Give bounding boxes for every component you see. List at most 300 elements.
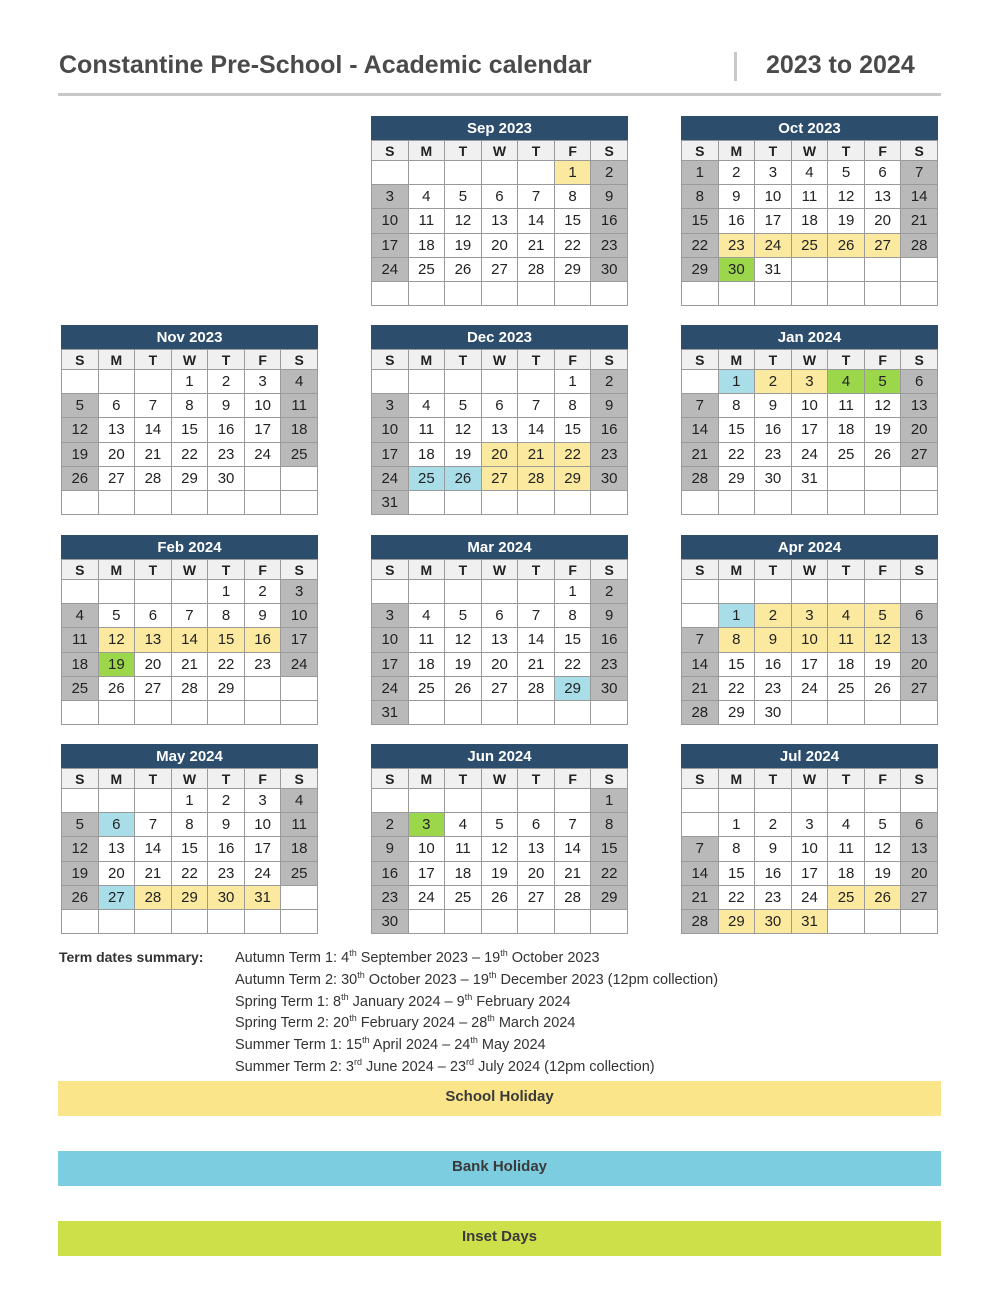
calendar-day: 11 <box>408 418 445 442</box>
weekday-header: W <box>481 560 518 580</box>
calendar-day: 21 <box>518 233 555 257</box>
calendar-day: 17 <box>372 233 409 257</box>
calendar-day: 2 <box>755 604 792 628</box>
calendar-day: 3 <box>791 604 828 628</box>
calendar-day: 12 <box>445 418 482 442</box>
calendar-day: 21 <box>171 652 208 676</box>
calendar-day: 17 <box>372 442 409 466</box>
weekday-header: W <box>171 560 208 580</box>
calendar-day: 22 <box>554 652 591 676</box>
calendar-day: 2 <box>591 370 628 394</box>
term-date: Spring Term 2: 20th February 2024 – 28th March 2024 <box>235 1013 576 1032</box>
calendar-day: 27 <box>481 676 518 700</box>
calendar-day: 19 <box>481 861 518 885</box>
calendar-day: 14 <box>682 861 719 885</box>
weekday-header: S <box>372 769 409 789</box>
empty-cell <box>828 700 865 724</box>
calendar-day: 7 <box>135 394 172 418</box>
calendar-day: 30 <box>208 466 245 490</box>
header-rule <box>58 93 941 96</box>
calendar-day: 12 <box>445 628 482 652</box>
empty-cell <box>408 700 445 724</box>
calendar-day: 24 <box>408 885 445 909</box>
calendar-day: 5 <box>62 813 99 837</box>
month-calendar <box>681 325 938 515</box>
empty-cell <box>445 909 482 933</box>
empty-cell <box>718 281 755 305</box>
empty-cell <box>135 370 172 394</box>
calendar-day: 25 <box>62 676 99 700</box>
calendar-day: 16 <box>208 837 245 861</box>
calendar-day: 6 <box>98 394 135 418</box>
calendar-day: 4 <box>828 604 865 628</box>
month-calendar <box>371 116 628 306</box>
calendar-day: 31 <box>791 909 828 933</box>
empty-cell <box>718 580 755 604</box>
calendar-day: 15 <box>718 861 755 885</box>
empty-cell <box>481 281 518 305</box>
month-grid <box>61 768 318 934</box>
weekday-header: W <box>481 350 518 370</box>
weekday-header: T <box>755 560 792 580</box>
calendar-day: 21 <box>682 885 719 909</box>
month-title: Sep 2023 <box>371 116 628 140</box>
calendar-day: 30 <box>591 676 628 700</box>
calendar-day: 7 <box>171 604 208 628</box>
empty-cell <box>98 909 135 933</box>
empty-cell <box>864 580 901 604</box>
empty-cell <box>901 789 938 813</box>
empty-cell <box>682 580 719 604</box>
calendar-day: 18 <box>408 442 445 466</box>
calendar-day: 9 <box>208 394 245 418</box>
calendar-day: 29 <box>208 676 245 700</box>
empty-cell <box>98 490 135 514</box>
calendar-day: 6 <box>901 370 938 394</box>
weekday-header: T <box>755 141 792 161</box>
calendar-day: 5 <box>98 604 135 628</box>
calendar-day: 27 <box>481 257 518 281</box>
empty-cell <box>135 789 172 813</box>
calendar-day: 6 <box>518 813 555 837</box>
empty-cell <box>408 789 445 813</box>
empty-cell <box>445 161 482 185</box>
calendar-day: 19 <box>864 861 901 885</box>
calendar-day: 20 <box>98 442 135 466</box>
term-date: Summer Term 2: 3rd June 2024 – 23rd July 2024 (12pm collection) <box>235 1057 655 1075</box>
calendar-day: 15 <box>208 628 245 652</box>
calendar-day: 16 <box>591 209 628 233</box>
calendar-day: 28 <box>901 233 938 257</box>
empty-cell <box>518 161 555 185</box>
calendar-day: 29 <box>171 466 208 490</box>
empty-cell <box>828 281 865 305</box>
calendar-day: 3 <box>281 580 318 604</box>
weekday-header: T <box>755 350 792 370</box>
empty-cell <box>98 580 135 604</box>
weekday-header: S <box>591 769 628 789</box>
empty-cell <box>445 700 482 724</box>
calendar-day: 23 <box>208 442 245 466</box>
calendar-day: 11 <box>281 394 318 418</box>
calendar-day: 4 <box>408 394 445 418</box>
calendar-day: 23 <box>591 233 628 257</box>
calendar-day: 22 <box>718 676 755 700</box>
calendar-day: 14 <box>135 837 172 861</box>
calendar-day: 29 <box>554 676 591 700</box>
calendar-day: 16 <box>591 418 628 442</box>
empty-cell <box>791 257 828 281</box>
weekday-header: F <box>864 560 901 580</box>
calendar-day: 4 <box>828 813 865 837</box>
calendar-day: 22 <box>682 233 719 257</box>
calendar-day: 29 <box>718 909 755 933</box>
empty-cell <box>408 580 445 604</box>
empty-cell <box>481 370 518 394</box>
empty-cell <box>682 813 719 837</box>
calendar-day: 18 <box>791 209 828 233</box>
empty-cell <box>135 580 172 604</box>
calendar-day: 4 <box>791 161 828 185</box>
calendar-day: 1 <box>171 370 208 394</box>
calendar-day: 7 <box>682 628 719 652</box>
calendar-day: 6 <box>481 394 518 418</box>
calendar-day: 26 <box>62 885 99 909</box>
calendar-day: 17 <box>791 652 828 676</box>
calendar-day: 18 <box>281 418 318 442</box>
calendar-day: 12 <box>481 837 518 861</box>
calendar-day: 5 <box>445 604 482 628</box>
empty-cell <box>408 370 445 394</box>
weekday-header: S <box>591 141 628 161</box>
empty-cell <box>518 700 555 724</box>
calendar-day: 9 <box>244 604 281 628</box>
calendar-day: 22 <box>171 442 208 466</box>
weekday-header: T <box>445 769 482 789</box>
weekday-header: S <box>62 769 99 789</box>
calendar-day: 13 <box>481 628 518 652</box>
calendar-day: 1 <box>208 580 245 604</box>
empty-cell <box>98 370 135 394</box>
empty-cell <box>372 370 409 394</box>
calendar-day: 10 <box>791 837 828 861</box>
month-calendar <box>681 535 938 725</box>
weekday-header: T <box>208 769 245 789</box>
calendar-day: 28 <box>682 700 719 724</box>
empty-cell <box>481 700 518 724</box>
calendar-day: 19 <box>864 652 901 676</box>
empty-cell <box>901 700 938 724</box>
calendar-day: 19 <box>445 652 482 676</box>
weekday-header: T <box>135 769 172 789</box>
empty-cell <box>62 909 99 933</box>
calendar-day: 6 <box>864 161 901 185</box>
calendar-day: 30 <box>755 700 792 724</box>
calendar-day: 14 <box>901 185 938 209</box>
legend-bank-holiday: Bank Holiday <box>58 1151 941 1186</box>
calendar-day: 16 <box>718 209 755 233</box>
calendar-day: 8 <box>171 813 208 837</box>
empty-cell <box>901 909 938 933</box>
calendar-day: 16 <box>208 418 245 442</box>
calendar-day: 22 <box>208 652 245 676</box>
month-title: Dec 2023 <box>371 325 628 349</box>
month-calendar <box>61 325 318 515</box>
empty-cell <box>281 909 318 933</box>
calendar-day: 17 <box>791 861 828 885</box>
calendar-day: 20 <box>901 861 938 885</box>
empty-cell <box>244 909 281 933</box>
term-dates-label: Term dates summary: <box>59 949 204 965</box>
calendar-day: 20 <box>901 652 938 676</box>
calendar-day: 7 <box>682 394 719 418</box>
calendar-day: 14 <box>518 418 555 442</box>
weekday-header: T <box>828 350 865 370</box>
calendar-day: 21 <box>682 676 719 700</box>
empty-cell <box>408 161 445 185</box>
weekday-header: T <box>828 141 865 161</box>
calendar-day: 13 <box>135 628 172 652</box>
empty-cell <box>135 700 172 724</box>
calendar-day: 29 <box>554 466 591 490</box>
empty-cell <box>791 580 828 604</box>
calendar-day: 29 <box>171 885 208 909</box>
weekday-header: S <box>281 769 318 789</box>
empty-cell <box>171 490 208 514</box>
calendar-day: 6 <box>135 604 172 628</box>
calendar-day: 16 <box>755 861 792 885</box>
header-divider <box>734 52 737 81</box>
calendar-day: 23 <box>755 885 792 909</box>
calendar-day: 15 <box>171 837 208 861</box>
empty-cell <box>98 789 135 813</box>
calendar-day: 21 <box>135 442 172 466</box>
calendar-day: 1 <box>718 813 755 837</box>
empty-cell <box>445 370 482 394</box>
empty-cell <box>901 580 938 604</box>
calendar-day: 22 <box>554 442 591 466</box>
calendar-day: 1 <box>171 789 208 813</box>
empty-cell <box>828 909 865 933</box>
empty-cell <box>62 789 99 813</box>
month-calendar <box>371 744 628 934</box>
empty-cell <box>481 161 518 185</box>
calendar-day: 18 <box>408 233 445 257</box>
month-grid <box>681 349 938 515</box>
calendar-day: 19 <box>98 652 135 676</box>
calendar-day: 29 <box>682 257 719 281</box>
calendar-day: 8 <box>208 604 245 628</box>
weekday-header: F <box>864 350 901 370</box>
weekday-header: M <box>718 141 755 161</box>
calendar-day: 15 <box>554 418 591 442</box>
empty-cell <box>208 490 245 514</box>
empty-cell <box>864 257 901 281</box>
calendar-day: 29 <box>554 257 591 281</box>
calendar-day: 8 <box>718 837 755 861</box>
calendar-day: 25 <box>281 861 318 885</box>
calendar-day: 16 <box>591 628 628 652</box>
calendar-day: 9 <box>591 604 628 628</box>
calendar-day: 28 <box>682 466 719 490</box>
empty-cell <box>135 909 172 933</box>
empty-cell <box>755 789 792 813</box>
empty-cell <box>408 490 445 514</box>
calendar-day: 3 <box>372 185 409 209</box>
calendar-day: 30 <box>755 466 792 490</box>
calendar-day: 17 <box>372 652 409 676</box>
calendar-day: 31 <box>244 885 281 909</box>
weekday-header: S <box>372 141 409 161</box>
empty-cell <box>864 466 901 490</box>
calendar-day: 27 <box>518 885 555 909</box>
term-dates-list <box>235 949 718 1080</box>
weekday-header: W <box>791 560 828 580</box>
calendar-day: 7 <box>682 837 719 861</box>
calendar-day: 14 <box>554 837 591 861</box>
calendar-day: 8 <box>682 185 719 209</box>
calendar-day: 5 <box>864 813 901 837</box>
empty-cell <box>244 676 281 700</box>
calendar-day: 20 <box>481 233 518 257</box>
calendar-day: 27 <box>901 885 938 909</box>
calendar-day: 8 <box>554 394 591 418</box>
calendar-day: 27 <box>98 466 135 490</box>
calendar-day: 8 <box>171 394 208 418</box>
calendar-day: 20 <box>135 652 172 676</box>
calendar-day: 14 <box>518 628 555 652</box>
calendar-day: 8 <box>718 628 755 652</box>
calendar-day: 6 <box>901 813 938 837</box>
calendar-day: 12 <box>828 185 865 209</box>
weekday-header: M <box>408 141 445 161</box>
weekday-header: S <box>682 141 719 161</box>
calendar-day: 23 <box>372 885 409 909</box>
empty-cell <box>244 490 281 514</box>
calendar-day: 11 <box>828 837 865 861</box>
calendar-day: 15 <box>718 652 755 676</box>
calendar-day: 27 <box>98 885 135 909</box>
month-title: Oct 2023 <box>681 116 938 140</box>
calendar-day: 29 <box>591 885 628 909</box>
weekday-header: M <box>408 560 445 580</box>
empty-cell <box>755 281 792 305</box>
calendar-day: 11 <box>62 628 99 652</box>
calendar-day: 24 <box>372 257 409 281</box>
calendar-day: 14 <box>682 418 719 442</box>
calendar-day: 5 <box>481 813 518 837</box>
calendar-day: 28 <box>135 885 172 909</box>
calendar-day: 21 <box>518 442 555 466</box>
empty-cell <box>682 490 719 514</box>
calendar-day: 25 <box>281 442 318 466</box>
calendar-day: 23 <box>208 861 245 885</box>
weekday-header: S <box>62 560 99 580</box>
calendar-day: 2 <box>718 161 755 185</box>
calendar-day: 11 <box>408 628 445 652</box>
calendar-day: 15 <box>554 209 591 233</box>
calendar-day: 3 <box>372 394 409 418</box>
calendar-day: 30 <box>591 257 628 281</box>
calendar-day: 25 <box>791 233 828 257</box>
weekday-header: F <box>554 141 591 161</box>
empty-cell <box>62 370 99 394</box>
weekday-header: M <box>408 350 445 370</box>
calendar-day: 12 <box>864 837 901 861</box>
calendar-day: 6 <box>481 604 518 628</box>
calendar-day: 1 <box>554 580 591 604</box>
calendar-day: 25 <box>408 257 445 281</box>
weekday-header: W <box>791 350 828 370</box>
calendar-day: 11 <box>445 837 482 861</box>
calendar-day: 22 <box>591 861 628 885</box>
calendar-day: 22 <box>554 233 591 257</box>
calendar-day: 2 <box>591 580 628 604</box>
weekday-header: M <box>98 769 135 789</box>
weekday-header: S <box>901 350 938 370</box>
weekday-header: T <box>828 560 865 580</box>
calendar-day: 7 <box>518 394 555 418</box>
calendar-day: 13 <box>481 209 518 233</box>
calendar-day: 10 <box>791 628 828 652</box>
calendar-day: 28 <box>518 466 555 490</box>
weekday-header: W <box>791 141 828 161</box>
calendar-day: 2 <box>755 370 792 394</box>
calendar-day: 23 <box>591 442 628 466</box>
weekday-header: T <box>208 350 245 370</box>
month-calendar <box>681 116 938 306</box>
empty-cell <box>372 789 409 813</box>
calendar-day: 9 <box>372 837 409 861</box>
empty-cell <box>864 281 901 305</box>
calendar-day: 2 <box>208 370 245 394</box>
calendar-day: 5 <box>864 370 901 394</box>
empty-cell <box>281 676 318 700</box>
calendar-day: 27 <box>135 676 172 700</box>
calendar-day: 28 <box>554 885 591 909</box>
calendar-day: 14 <box>171 628 208 652</box>
month-grid <box>681 559 938 725</box>
calendar-day: 14 <box>518 209 555 233</box>
weekday-header: M <box>98 350 135 370</box>
calendar-day: 9 <box>591 185 628 209</box>
empty-cell <box>171 700 208 724</box>
calendar-day: 12 <box>864 394 901 418</box>
empty-cell <box>591 700 628 724</box>
calendar-day: 28 <box>518 676 555 700</box>
empty-cell <box>62 490 99 514</box>
calendar-day: 17 <box>244 837 281 861</box>
calendar-day: 18 <box>408 652 445 676</box>
term-date: Autumn Term 1: 4th September 2023 – 19th October 2023 <box>235 948 600 966</box>
calendar-day: 19 <box>445 233 482 257</box>
calendar-day: 9 <box>718 185 755 209</box>
calendar-day: 26 <box>62 466 99 490</box>
calendar-day: 16 <box>755 652 792 676</box>
weekday-header: T <box>445 350 482 370</box>
calendar-day: 9 <box>755 628 792 652</box>
calendar-day: 8 <box>554 185 591 209</box>
month-title: Jun 2024 <box>371 744 628 768</box>
calendar-day: 18 <box>62 652 99 676</box>
calendar-day: 5 <box>62 394 99 418</box>
weekday-header: S <box>591 350 628 370</box>
calendar-day: 11 <box>828 628 865 652</box>
calendar-day: 4 <box>828 370 865 394</box>
calendar-day: 31 <box>372 490 409 514</box>
term-date: Autumn Term 2: 30th October 2023 – 19th December 2023 (12pm collection) <box>235 969 719 988</box>
calendar-day: 2 <box>208 789 245 813</box>
